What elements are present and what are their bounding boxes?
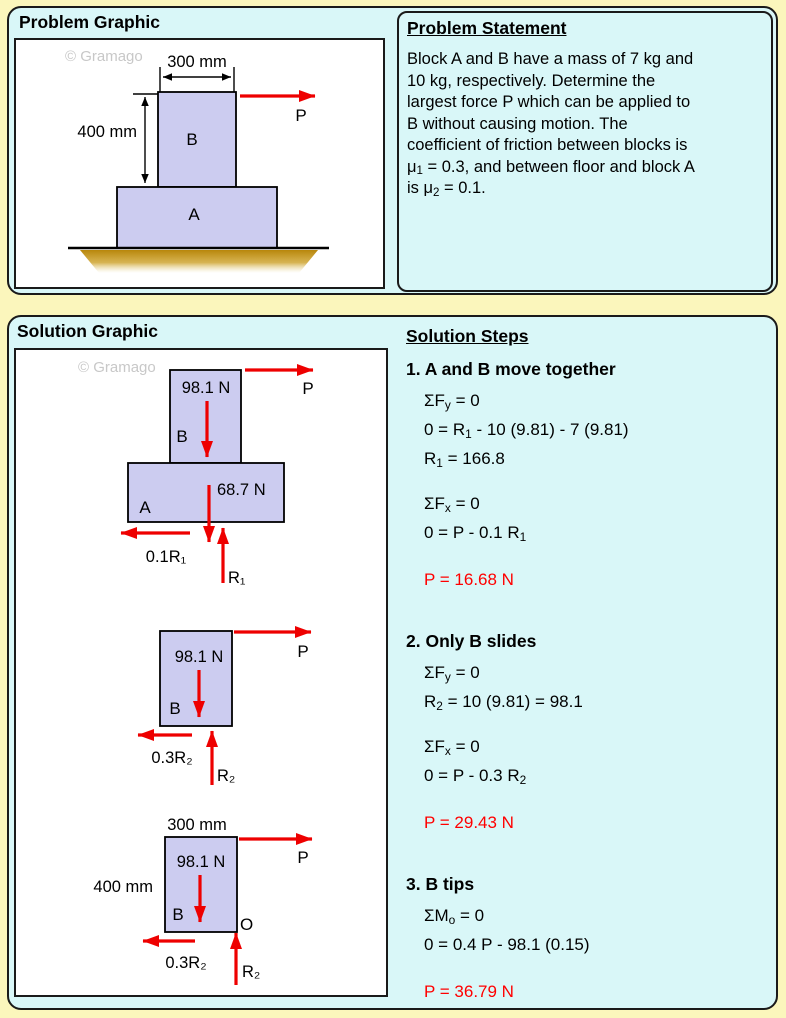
solution-steps: [406, 358, 772, 1006]
solution-steps-title: Solution Steps: [406, 326, 529, 346]
fbd1-block-b-label: B: [176, 427, 188, 446]
problem-panel: [7, 6, 778, 295]
solution-panel: [7, 315, 778, 1010]
solution-diagram-box: [14, 348, 388, 997]
fbd1-friction-label: 0.1R₁: [145, 548, 187, 566]
fbd2-block-b-label: B: [169, 699, 181, 718]
fbd3-friction-label: 0.3R₂: [165, 954, 207, 972]
step-1-equations-x: $\Sigma F_x = 0$ 0 = P - 0.1 $R_1$: [424, 494, 527, 544]
fbd2-force-p-label: P: [297, 642, 309, 661]
step-3-equations-moment: $\Sigma M_o = 0$ 0 = 0.4 P - 98.1 (0.15): [424, 906, 590, 954]
step-1-result: P = 16.68 N: [424, 570, 514, 589]
problem-diagram-box: [14, 38, 385, 289]
fbd-2-b-slides: [138, 631, 311, 785]
step-2-equations-x: $\Sigma F_x = 0$ 0 = P - 0.3 $R_2$: [424, 737, 527, 787]
width-dimension-label: 300 mm: [167, 53, 227, 71]
fbd3-pivot-label: O: [240, 915, 254, 934]
problem-diagram: [16, 40, 383, 287]
fbd1-normal-label: R₁: [228, 569, 246, 587]
fbd3-force-p-label: P: [297, 848, 309, 867]
fbd3-width-label: 300 mm: [167, 816, 227, 834]
step-2-equations-y: $\Sigma F_y = 0$ $R_2 = 10$ (9.81) = 98.1: [424, 663, 583, 713]
solution-diagrams: [16, 350, 386, 995]
problem-statement-text: Block A and B have a mass of 7 kg and 10 kg, respectively. Determine the largest force P which can be applied to B without causing motion. The coefficient of friction between blocks is $\mu_1 = 0.3$, and between floor and block A is $\mu_2 = 0.1$.: [407, 50, 695, 199]
step-1-equations-y: $\Sigma F_y = 0$ $0 = R_1 - 10$ (9.81) - 7 (9.81) $R_1 = 166.8$: [424, 391, 629, 470]
fbd3-height-label: 400 mm: [93, 878, 153, 896]
fbd3-weight-label: 98.1 N: [176, 853, 226, 871]
step-2-result: P = 29.43 N: [424, 813, 514, 832]
watermark: © Gramago: [78, 359, 156, 376]
solution-graphic-title: Solution Graphic: [17, 321, 158, 341]
problem-statement-title: Problem Statement: [407, 18, 567, 38]
fbd3-block-b-label: B: [172, 905, 184, 924]
fbd2-normal-label: R₂: [217, 767, 236, 785]
step-2-heading: 2. Only B slides: [406, 631, 537, 651]
fbd3-normal-label: R₂: [242, 963, 261, 981]
step-3-result: P = 36.79 N: [424, 982, 514, 1001]
block-a-label: A: [188, 205, 200, 224]
watermark: © Gramago: [65, 48, 143, 65]
problem-statement-box: [397, 11, 773, 292]
ground-shading: [80, 250, 318, 273]
fbd1-interface-force-label: 68.7 N: [217, 481, 266, 499]
fbd1-force-p-label: P: [302, 379, 314, 398]
step-3-heading: 3. B tips: [406, 874, 475, 894]
fbd-3-b-tips: [93, 816, 312, 985]
fbd1-weight-label: 98.1 N: [181, 379, 231, 397]
block-b-label: B: [186, 130, 198, 149]
fbd2-weight-label: 98.1 N: [174, 648, 224, 666]
problem-graphic-title: Problem Graphic: [19, 12, 161, 32]
step-1-heading: 1. A and B move together: [406, 359, 616, 379]
height-dimension-label: 400 mm: [77, 123, 137, 141]
fbd2-friction-label: 0.3R₂: [151, 749, 193, 767]
fbd1-block-a-label: A: [139, 498, 151, 517]
fbd-1-a-and-b: [121, 370, 314, 587]
force-p-label: P: [295, 106, 307, 125]
